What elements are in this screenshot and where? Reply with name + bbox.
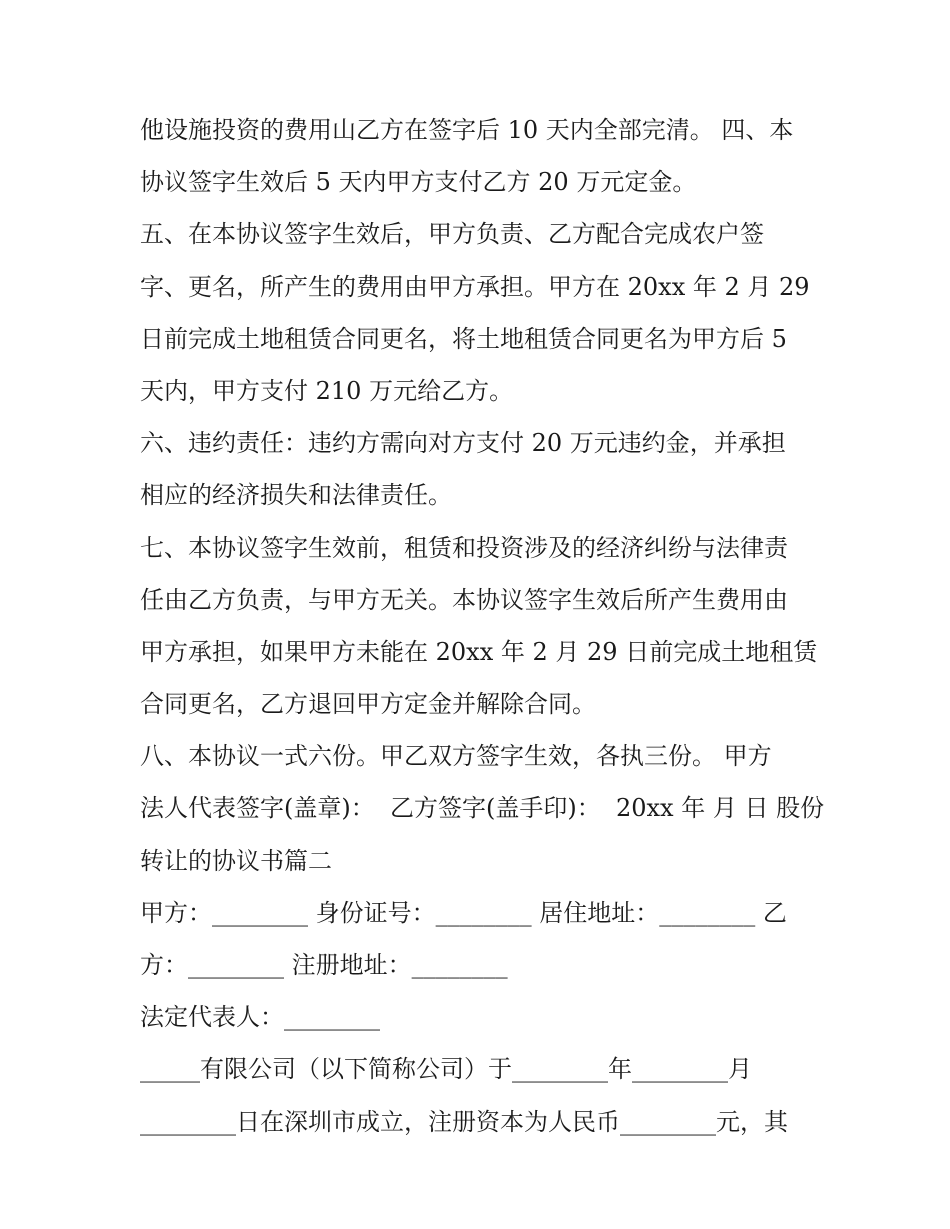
- text-line: 协议签字生效后 5 天内甲方支付乙方 20 万元定金。: [140, 168, 697, 197]
- text-line: 五、在本协议签字生效后，甲方负责、乙方配合完成农户签: [140, 220, 764, 249]
- text-line: 天内，甲方支付 210 万元给乙方。: [140, 376, 514, 405]
- text-line: 合同更名，乙方退回甲方定金并解除合同。: [140, 690, 596, 719]
- text-line: 转让的协议书篇二: [140, 846, 332, 875]
- text-line: 任由乙方负责，与甲方无关。本协议签字生效后所产生费用由: [140, 585, 788, 614]
- text-line: 六、违约责任：违约方需向对方支付 20 万元违约金，并承担: [140, 429, 786, 458]
- text-line: _____有限公司（以下简称公司）于________年________月: [140, 1055, 752, 1084]
- text-line: 八、本协议一式六份。甲乙双方签字生效，各执三份。 甲方: [140, 742, 772, 771]
- document-body: [140, 104, 825, 1148]
- text-line: ________日在深圳市成立，注册资本为人民币________元，其: [140, 1107, 788, 1136]
- text-line: 甲方承担，如果甲方未能在 20xx 年 2 月 29 日前完成土地租赁: [140, 637, 818, 666]
- text-line: 日前完成土地租赁合同更名，将土地租赁合同更名为甲方后 5: [140, 324, 787, 353]
- text-line: 七、本协议签字生效前，租赁和投资涉及的经济纠纷与法律责: [140, 533, 788, 562]
- text-line: 相应的经济损失和法律责任。: [140, 481, 452, 510]
- text-line: 甲方：________ 身份证号：________ 居住地址：________ 乙: [140, 898, 787, 927]
- text-line: 方：________ 注册地址：________: [140, 951, 508, 979]
- text-line: 法定代表人：________: [140, 1003, 380, 1032]
- text-line: 字、更名，所产生的费用由甲方承担。甲方在 20xx 年 2 月 29: [140, 272, 810, 301]
- text-line: 法人代表签字(盖章)： 乙方签字(盖手印)： 20xx 年 月 日 股份: [140, 794, 825, 823]
- text-line: 他设施投资的费用山乙方在签字后 10 天内全部完清。 四、本: [140, 116, 794, 144]
